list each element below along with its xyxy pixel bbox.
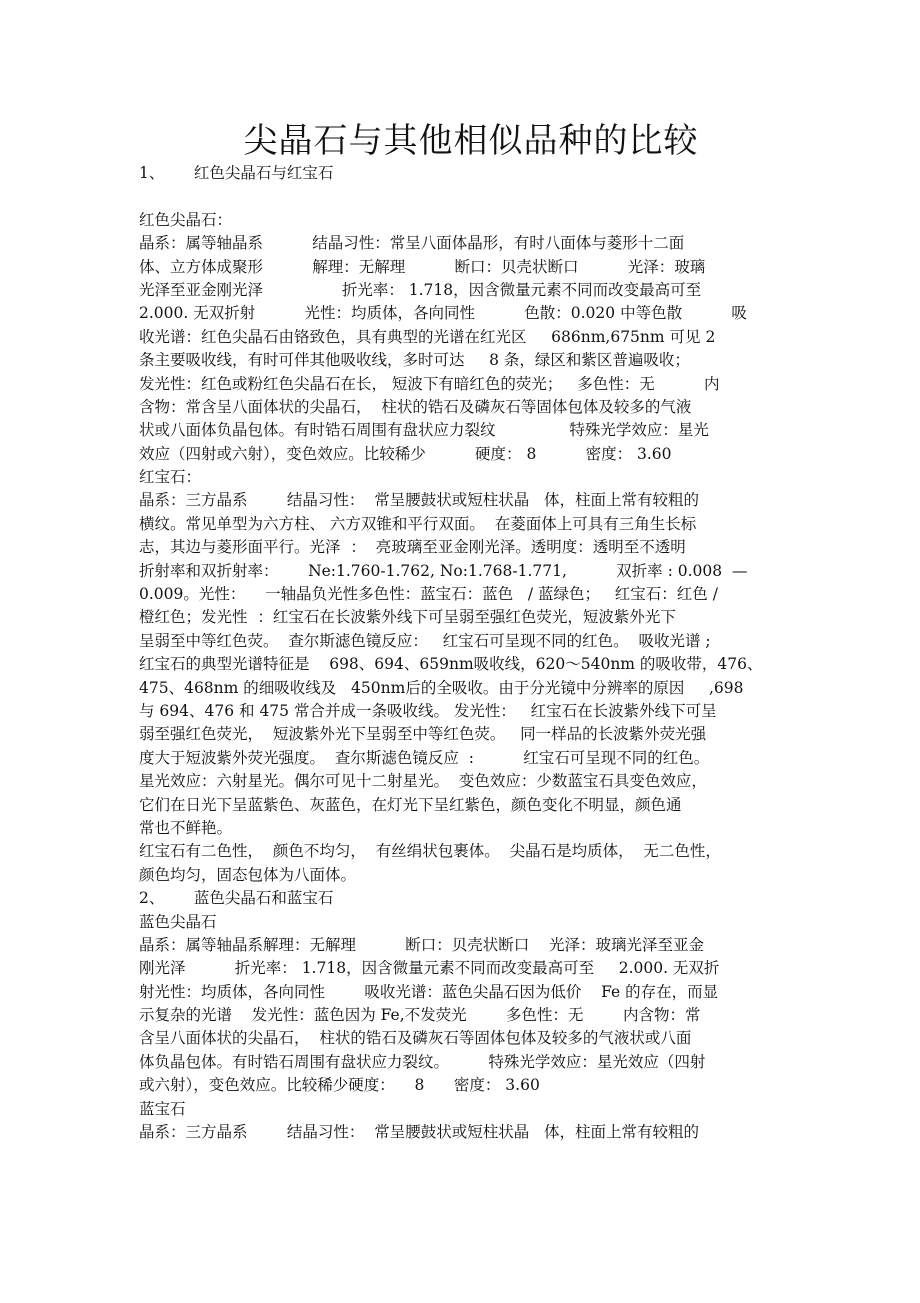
text-line: 2、 蓝色尖晶石和蓝宝石 — [139, 889, 334, 908]
text-line: 状或八面体负晶包体。有时锆石周围有盘状应力裂纹 特殊光学效应：星光 — [139, 421, 709, 440]
text-line: 含呈八面体状的尖晶石， 柱状的锆石及磷灰石等固体包体及较多的气液状或八面 — [139, 1029, 692, 1048]
text-line: 与 694、476 和 475 常合并成一条吸收线。 发光性： 红宝石在长波紫外线下可呈 — [139, 701, 717, 720]
text-line: 体、立方体成聚形 解理：无解理 断口：贝壳状断口 光泽：玻璃 — [139, 257, 706, 276]
text-line: 弱至强红色荧光， 短波紫外光下呈弱至中等红色荧。 同一样品的长波紫外荧光强 — [139, 725, 707, 744]
text-line: 475、468nm 的细吸收线及 450nm后的全吸收。由于分光镜中分辨率的原因 ,698 — [139, 678, 744, 697]
text-line: 光泽至亚金刚光泽 折光率： 1.718，因含微量元素不同而改变最高可至 — [139, 280, 702, 299]
text-line: 呈弱至中等红色荧。 查尔斯滤色镜反应： 红宝石可呈现不同的红色。 吸收光谱 ; — [139, 631, 711, 650]
text-line: 含物：常含呈八面体状的尖晶石， 柱状的锆石及磷灰石等固体包体及较多的气液 — [139, 397, 692, 416]
text-line: 晶系：属等轴晶系解理：无解理 断口：贝壳状断口 光泽：玻璃光泽至亚金 — [139, 935, 704, 954]
text-line: 示复杂的光谱 发光性：蓝色因为 Fe,不发荧光 多色性：无 内含物：常 — [139, 1006, 701, 1025]
text-line: 1、 红色尖晶石与红宝石 — [139, 164, 334, 182]
text-line: 星光效应：六射星光。偶尔可见十二射星光。 变色效应：少数蓝宝石具变色效应， — [139, 772, 707, 791]
text-line: 它们在日光下呈蓝紫色、灰蓝色，在灯光下呈红紫色，颜色变化不明显，颜色通 — [139, 795, 682, 814]
text-line: 或六射），变色效应。比较稀少硬度： 8 密度： 3.60 — [139, 1076, 540, 1095]
document-body — [139, 162, 779, 1144]
text-line: 橙红色；发光性 ：红宝石在长波紫外线下可呈弱至强红色荧光，短波紫外光下 — [139, 608, 676, 627]
text-line: 志，其边与菱形面平行。光泽 ： 亮玻璃至亚金刚光泽。透明度：透明至不透明 — [139, 538, 686, 557]
text-line: 体负晶包体。有时锆石周围有盘状应力裂纹。 特殊光学效应：星光效应（四射 — [139, 1052, 706, 1071]
text-line: 红宝石有二色性， 颜色不均匀， 有丝绢状包裹体。 尖晶石是均质体， 无二色性， — [139, 842, 721, 861]
text-line: 折射率和双折射率： Ne:1.760-1.762, No:1.768-1.771, 双折率 : 0.008 — — [139, 561, 748, 580]
text-line: 效应（四射或六射），变色效应。比较稀少 硬度： 8 密度： 3.60 — [139, 444, 672, 463]
text-line: 条主要吸收线，有时可伴其他吸收线，多时可达 8 条，绿区和紫区普遍吸收； — [139, 351, 690, 370]
text-line: 晶系：三方晶系 结晶习性： 常呈腰鼓状或短柱状晶 体，柱面上常有较粗的 — [139, 491, 700, 510]
text-line — [139, 185, 779, 208]
text-line: 发光性：红色或粉红色尖晶石在长， 短波下有暗红色的荧光； 多色性：无 内 — [139, 374, 720, 393]
text-line: 收光谱：红色尖晶石由铬致色，具有典型的光谱在红光区 686nm,675nm 可见 2 — [139, 327, 716, 346]
text-line: 刚光泽 折光率： 1.718，因含微量元素不同而改变最高可至 2.000. 无双折 — [139, 959, 720, 978]
text-line: 晶系：属等轴晶系 结晶习性：常呈八面体晶形，有时八面体与菱形十二面 — [139, 234, 685, 253]
text-line: 0.009。光性： 一轴晶负光性多色性：蓝宝石：蓝色 / 蓝绿色； 红宝石：红色 / — [139, 585, 718, 604]
page-title: 尖晶石与其他相似品种的比较 — [243, 121, 699, 161]
text-line: 红宝石的典型光谱特征是 698、694、659nm吸收线，620～540nm 的吸收带，476、 — [139, 655, 763, 674]
text-line: 红色尖晶石： — [139, 210, 233, 229]
text-line: 红宝石： — [139, 468, 202, 487]
text-line: 常也不鲜艳。 — [139, 818, 233, 837]
text-line: 射光性：均质体，各向同性 吸收光谱：蓝色尖晶石因为低价 Fe 的存在，而显 — [139, 982, 719, 1001]
text-line: 蓝色尖晶石 — [139, 912, 217, 931]
text-line: 度大于短波紫外荧光强度。 查尔斯滤色镜反应 : 红宝石可呈现不同的红色。 — [139, 748, 710, 767]
text-line: 晶系：三方晶系 结晶习性： 常呈腰鼓状或短柱状晶 体，柱面上常有较粗的 — [139, 1123, 700, 1142]
text-line: 蓝宝石 — [139, 1099, 186, 1118]
text-line: 颜色均匀，固态包体为八面体。 — [139, 865, 357, 884]
text-line: 2.000. 无双折射 光性：均质体，各向同性 色散：0.020 中等色散 吸 — [139, 304, 747, 323]
text-line: 横纹。常见单型为六方柱、 六方双锥和平行双面。 在菱面体上可具有三角生长标 — [139, 514, 697, 533]
